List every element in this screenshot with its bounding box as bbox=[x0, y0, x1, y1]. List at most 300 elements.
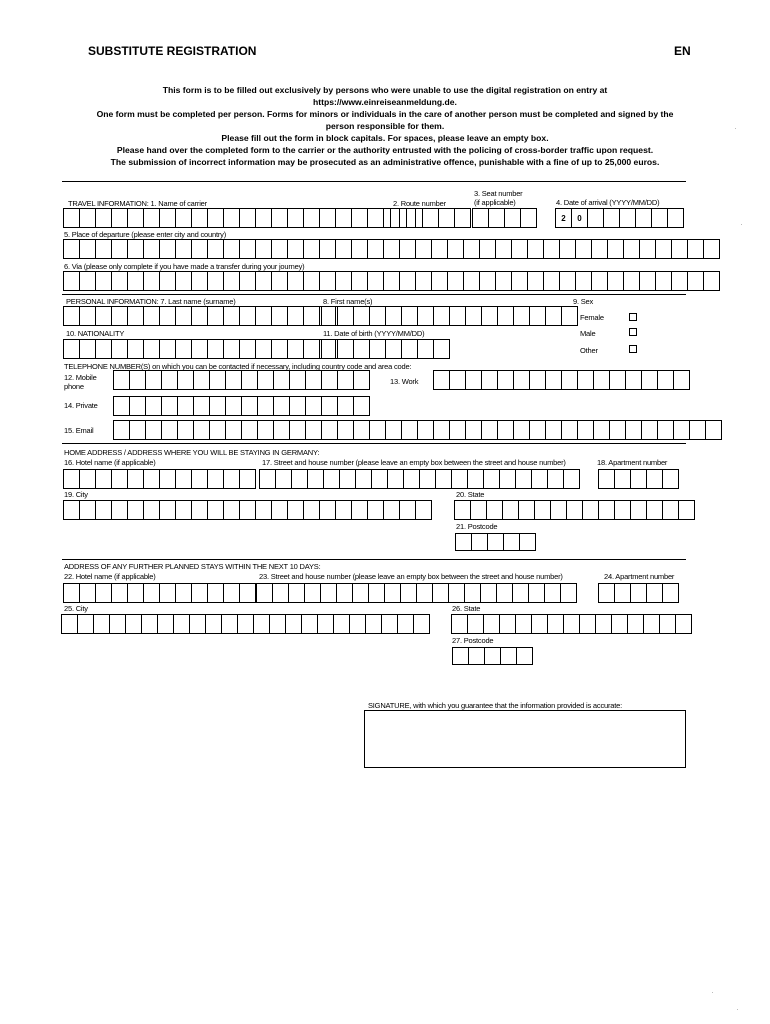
character-box[interactable] bbox=[417, 339, 434, 359]
character-box[interactable] bbox=[367, 208, 384, 228]
character-box[interactable] bbox=[591, 239, 608, 259]
character-box[interactable] bbox=[547, 469, 564, 489]
character-box[interactable] bbox=[111, 208, 128, 228]
character-box[interactable] bbox=[111, 583, 128, 603]
character-box[interactable] bbox=[63, 583, 80, 603]
character-box[interactable] bbox=[497, 420, 514, 440]
character-box[interactable] bbox=[129, 370, 146, 390]
character-box[interactable] bbox=[479, 271, 496, 291]
character-box[interactable] bbox=[111, 500, 128, 520]
character-box[interactable] bbox=[225, 420, 242, 440]
character-box[interactable] bbox=[321, 396, 338, 416]
character-box[interactable] bbox=[481, 306, 498, 326]
character-box[interactable] bbox=[433, 339, 450, 359]
further-apartment-field[interactable] bbox=[598, 583, 678, 603]
character-box[interactable] bbox=[207, 208, 224, 228]
character-box[interactable] bbox=[145, 370, 162, 390]
work-phone-field[interactable] bbox=[433, 370, 689, 390]
city-field[interactable] bbox=[63, 500, 431, 520]
character-box[interactable] bbox=[563, 469, 580, 489]
character-box[interactable] bbox=[471, 533, 488, 551]
character-box[interactable] bbox=[470, 500, 487, 520]
character-box[interactable] bbox=[520, 208, 537, 228]
email-field[interactable] bbox=[113, 420, 721, 440]
character-box[interactable] bbox=[593, 420, 610, 440]
character-box[interactable] bbox=[337, 370, 354, 390]
character-box[interactable] bbox=[496, 583, 513, 603]
character-box[interactable] bbox=[516, 647, 533, 665]
character-box[interactable] bbox=[433, 306, 450, 326]
dob-field[interactable] bbox=[321, 339, 449, 359]
character-box[interactable] bbox=[257, 370, 274, 390]
lastname-field[interactable] bbox=[63, 306, 335, 326]
character-box[interactable] bbox=[657, 370, 674, 390]
character-box[interactable] bbox=[641, 370, 658, 390]
character-box[interactable] bbox=[287, 500, 304, 520]
character-box[interactable] bbox=[353, 339, 370, 359]
character-box[interactable] bbox=[687, 239, 704, 259]
character-box[interactable] bbox=[79, 208, 96, 228]
character-box[interactable] bbox=[127, 339, 144, 359]
character-box[interactable] bbox=[607, 239, 624, 259]
character-box[interactable] bbox=[472, 208, 489, 228]
character-box[interactable] bbox=[449, 370, 466, 390]
character-box[interactable] bbox=[319, 208, 336, 228]
character-box[interactable] bbox=[678, 500, 695, 520]
character-box[interactable] bbox=[518, 500, 535, 520]
character-box[interactable] bbox=[221, 614, 238, 634]
character-box[interactable] bbox=[387, 469, 404, 489]
character-box[interactable] bbox=[301, 614, 318, 634]
character-box[interactable] bbox=[159, 469, 176, 489]
character-box[interactable] bbox=[465, 420, 482, 440]
character-box[interactable] bbox=[321, 306, 338, 326]
character-box[interactable] bbox=[515, 614, 532, 634]
character-box[interactable] bbox=[175, 306, 192, 326]
character-box[interactable] bbox=[609, 370, 626, 390]
character-box[interactable] bbox=[63, 208, 80, 228]
character-box[interactable] bbox=[287, 306, 304, 326]
character-box[interactable] bbox=[499, 614, 516, 634]
character-box[interactable] bbox=[447, 271, 464, 291]
character-box[interactable] bbox=[609, 420, 626, 440]
character-box[interactable] bbox=[607, 271, 624, 291]
character-box[interactable] bbox=[129, 396, 146, 416]
character-box[interactable] bbox=[464, 583, 481, 603]
arrival-box[interactable] bbox=[619, 208, 636, 228]
character-box[interactable] bbox=[159, 271, 176, 291]
character-box[interactable] bbox=[273, 420, 290, 440]
character-box[interactable] bbox=[77, 614, 94, 634]
character-box[interactable] bbox=[257, 420, 274, 440]
character-box[interactable] bbox=[502, 500, 519, 520]
character-box[interactable] bbox=[175, 271, 192, 291]
character-box[interactable] bbox=[95, 469, 112, 489]
character-box[interactable] bbox=[93, 614, 110, 634]
character-box[interactable] bbox=[449, 306, 466, 326]
character-box[interactable] bbox=[381, 614, 398, 634]
character-box[interactable] bbox=[390, 208, 407, 228]
character-box[interactable] bbox=[191, 583, 208, 603]
character-box[interactable] bbox=[161, 420, 178, 440]
character-box[interactable] bbox=[365, 614, 382, 634]
character-box[interactable] bbox=[127, 583, 144, 603]
state-field[interactable] bbox=[454, 500, 694, 520]
character-box[interactable] bbox=[385, 306, 402, 326]
character-box[interactable] bbox=[159, 500, 176, 520]
character-box[interactable] bbox=[513, 306, 530, 326]
character-box[interactable] bbox=[271, 239, 288, 259]
character-box[interactable] bbox=[205, 614, 222, 634]
character-box[interactable] bbox=[129, 420, 146, 440]
character-box[interactable] bbox=[159, 208, 176, 228]
character-box[interactable] bbox=[237, 614, 254, 634]
further-street-field[interactable] bbox=[256, 583, 576, 603]
character-box[interactable] bbox=[159, 339, 176, 359]
character-box[interactable] bbox=[545, 306, 562, 326]
character-box[interactable] bbox=[433, 420, 450, 440]
character-box[interactable] bbox=[319, 239, 336, 259]
character-box[interactable] bbox=[529, 420, 546, 440]
character-box[interactable] bbox=[127, 239, 144, 259]
character-box[interactable] bbox=[627, 614, 644, 634]
character-box[interactable] bbox=[401, 420, 418, 440]
character-box[interactable] bbox=[207, 271, 224, 291]
character-box[interactable] bbox=[468, 647, 485, 665]
character-box[interactable] bbox=[416, 583, 433, 603]
character-box[interactable] bbox=[401, 339, 418, 359]
character-box[interactable] bbox=[63, 271, 80, 291]
character-box[interactable] bbox=[304, 583, 321, 603]
character-box[interactable] bbox=[351, 208, 368, 228]
via-field[interactable] bbox=[63, 271, 719, 291]
character-box[interactable] bbox=[465, 370, 482, 390]
character-box[interactable] bbox=[451, 614, 468, 634]
character-box[interactable] bbox=[143, 500, 160, 520]
character-box[interactable] bbox=[287, 239, 304, 259]
character-box[interactable] bbox=[481, 420, 498, 440]
character-box[interactable] bbox=[671, 239, 688, 259]
character-box[interactable] bbox=[161, 370, 178, 390]
character-box[interactable] bbox=[255, 208, 272, 228]
character-box[interactable] bbox=[625, 370, 642, 390]
character-box[interactable] bbox=[384, 583, 401, 603]
character-box[interactable] bbox=[335, 271, 352, 291]
character-box[interactable] bbox=[111, 306, 128, 326]
character-box[interactable] bbox=[438, 208, 455, 228]
character-box[interactable] bbox=[125, 614, 142, 634]
character-box[interactable] bbox=[353, 396, 370, 416]
character-box[interactable] bbox=[145, 420, 162, 440]
character-box[interactable] bbox=[467, 469, 484, 489]
character-box[interactable] bbox=[285, 614, 302, 634]
other-checkbox[interactable] bbox=[629, 345, 637, 353]
character-box[interactable] bbox=[161, 396, 178, 416]
character-box[interactable] bbox=[63, 239, 80, 259]
character-box[interactable] bbox=[271, 500, 288, 520]
character-box[interactable] bbox=[598, 500, 615, 520]
character-box[interactable] bbox=[369, 306, 386, 326]
character-box[interactable] bbox=[79, 271, 96, 291]
character-box[interactable] bbox=[547, 614, 564, 634]
character-box[interactable] bbox=[513, 370, 530, 390]
character-box[interactable] bbox=[484, 647, 501, 665]
character-box[interactable] bbox=[256, 583, 273, 603]
character-box[interactable] bbox=[575, 239, 592, 259]
character-box[interactable] bbox=[79, 339, 96, 359]
character-box[interactable] bbox=[223, 500, 240, 520]
character-box[interactable] bbox=[289, 396, 306, 416]
character-box[interactable] bbox=[497, 370, 514, 390]
character-box[interactable] bbox=[503, 533, 520, 551]
character-box[interactable] bbox=[209, 370, 226, 390]
character-box[interactable] bbox=[657, 420, 674, 440]
character-box[interactable] bbox=[419, 469, 436, 489]
character-box[interactable] bbox=[271, 339, 288, 359]
character-box[interactable] bbox=[655, 271, 672, 291]
character-box[interactable] bbox=[175, 500, 192, 520]
character-box[interactable] bbox=[577, 420, 594, 440]
character-box[interactable] bbox=[336, 583, 353, 603]
character-box[interactable] bbox=[111, 339, 128, 359]
character-box[interactable] bbox=[209, 396, 226, 416]
character-box[interactable] bbox=[253, 614, 270, 634]
character-box[interactable] bbox=[563, 614, 580, 634]
character-box[interactable] bbox=[177, 370, 194, 390]
character-box[interactable] bbox=[275, 469, 292, 489]
arrival-box[interactable] bbox=[587, 208, 604, 228]
character-box[interactable] bbox=[561, 370, 578, 390]
character-box[interactable] bbox=[511, 239, 528, 259]
character-box[interactable] bbox=[143, 583, 160, 603]
character-box[interactable] bbox=[403, 469, 420, 489]
character-box[interactable] bbox=[303, 239, 320, 259]
character-box[interactable] bbox=[255, 306, 272, 326]
character-box[interactable] bbox=[127, 306, 144, 326]
character-box[interactable] bbox=[289, 370, 306, 390]
character-box[interactable] bbox=[239, 583, 256, 603]
character-box[interactable] bbox=[272, 583, 289, 603]
character-box[interactable] bbox=[127, 500, 144, 520]
character-box[interactable] bbox=[422, 208, 439, 228]
character-box[interactable] bbox=[307, 469, 324, 489]
character-box[interactable] bbox=[239, 306, 256, 326]
arrival-box[interactable] bbox=[603, 208, 620, 228]
character-box[interactable] bbox=[495, 271, 512, 291]
character-box[interactable] bbox=[143, 339, 160, 359]
character-box[interactable] bbox=[173, 614, 190, 634]
character-box[interactable] bbox=[659, 614, 676, 634]
character-box[interactable] bbox=[255, 339, 272, 359]
character-box[interactable] bbox=[175, 583, 192, 603]
character-box[interactable] bbox=[303, 271, 320, 291]
character-box[interactable] bbox=[623, 271, 640, 291]
character-box[interactable] bbox=[500, 647, 517, 665]
character-box[interactable] bbox=[351, 271, 368, 291]
character-box[interactable] bbox=[566, 500, 583, 520]
character-box[interactable] bbox=[207, 239, 224, 259]
character-box[interactable] bbox=[111, 271, 128, 291]
character-box[interactable] bbox=[223, 271, 240, 291]
character-box[interactable] bbox=[519, 533, 536, 551]
character-box[interactable] bbox=[79, 469, 96, 489]
character-box[interactable] bbox=[352, 583, 369, 603]
character-box[interactable] bbox=[255, 500, 272, 520]
character-box[interactable] bbox=[687, 271, 704, 291]
character-box[interactable] bbox=[399, 239, 416, 259]
character-box[interactable] bbox=[335, 208, 352, 228]
character-box[interactable] bbox=[529, 370, 546, 390]
character-box[interactable] bbox=[223, 339, 240, 359]
character-box[interactable] bbox=[61, 614, 78, 634]
character-box[interactable] bbox=[63, 306, 80, 326]
character-box[interactable] bbox=[531, 469, 548, 489]
character-box[interactable] bbox=[611, 614, 628, 634]
arrival-box[interactable] bbox=[635, 208, 652, 228]
character-box[interactable] bbox=[529, 306, 546, 326]
character-box[interactable] bbox=[646, 500, 663, 520]
character-box[interactable] bbox=[207, 306, 224, 326]
male-checkbox[interactable] bbox=[629, 328, 637, 336]
character-box[interactable] bbox=[255, 239, 272, 259]
character-box[interactable] bbox=[481, 370, 498, 390]
character-box[interactable] bbox=[385, 339, 402, 359]
character-box[interactable] bbox=[271, 271, 288, 291]
street-field[interactable] bbox=[259, 469, 579, 489]
character-box[interactable] bbox=[433, 370, 450, 390]
character-box[interactable] bbox=[223, 583, 240, 603]
character-box[interactable] bbox=[355, 469, 372, 489]
character-box[interactable] bbox=[239, 239, 256, 259]
character-box[interactable] bbox=[543, 239, 560, 259]
character-box[interactable] bbox=[662, 500, 679, 520]
character-box[interactable] bbox=[417, 306, 434, 326]
character-box[interactable] bbox=[257, 396, 274, 416]
character-box[interactable] bbox=[113, 396, 130, 416]
hotel-name-field[interactable] bbox=[63, 469, 255, 489]
character-box[interactable] bbox=[305, 370, 322, 390]
character-box[interactable] bbox=[452, 647, 469, 665]
character-box[interactable] bbox=[369, 420, 386, 440]
character-box[interactable] bbox=[127, 208, 144, 228]
character-box[interactable] bbox=[289, 420, 306, 440]
character-box[interactable] bbox=[223, 306, 240, 326]
character-box[interactable] bbox=[575, 271, 592, 291]
character-box[interactable] bbox=[303, 339, 320, 359]
character-box[interactable] bbox=[545, 370, 562, 390]
character-box[interactable] bbox=[337, 339, 354, 359]
character-box[interactable] bbox=[480, 583, 497, 603]
character-box[interactable] bbox=[397, 614, 414, 634]
further-state-field[interactable] bbox=[451, 614, 691, 634]
character-box[interactable] bbox=[127, 271, 144, 291]
character-box[interactable] bbox=[95, 583, 112, 603]
character-box[interactable] bbox=[545, 420, 562, 440]
character-box[interactable] bbox=[271, 208, 288, 228]
character-box[interactable] bbox=[504, 208, 521, 228]
arrival-year-digit[interactable]: 2 bbox=[555, 208, 572, 228]
character-box[interactable] bbox=[159, 306, 176, 326]
character-box[interactable] bbox=[577, 370, 594, 390]
character-box[interactable] bbox=[655, 239, 672, 259]
character-box[interactable] bbox=[495, 239, 512, 259]
character-box[interactable] bbox=[143, 239, 160, 259]
character-box[interactable] bbox=[703, 271, 720, 291]
character-box[interactable] bbox=[143, 469, 160, 489]
character-box[interactable] bbox=[463, 239, 480, 259]
character-box[interactable] bbox=[454, 500, 471, 520]
character-box[interactable] bbox=[127, 469, 144, 489]
character-box[interactable] bbox=[614, 500, 631, 520]
character-box[interactable] bbox=[288, 583, 305, 603]
character-box[interactable] bbox=[191, 500, 208, 520]
character-box[interactable] bbox=[673, 370, 690, 390]
character-box[interactable] bbox=[207, 500, 224, 520]
mobile-phone-field[interactable] bbox=[113, 370, 369, 390]
character-box[interactable] bbox=[399, 500, 416, 520]
character-box[interactable] bbox=[385, 420, 402, 440]
character-box[interactable] bbox=[143, 306, 160, 326]
character-box[interactable] bbox=[448, 583, 465, 603]
character-box[interactable] bbox=[383, 271, 400, 291]
character-box[interactable] bbox=[79, 306, 96, 326]
character-box[interactable] bbox=[582, 500, 599, 520]
character-box[interactable] bbox=[209, 420, 226, 440]
apartment-field[interactable] bbox=[598, 469, 678, 489]
firstname-field[interactable] bbox=[321, 306, 577, 326]
character-box[interactable] bbox=[337, 306, 354, 326]
character-box[interactable] bbox=[95, 208, 112, 228]
character-box[interactable] bbox=[241, 396, 258, 416]
character-box[interactable] bbox=[287, 339, 304, 359]
character-box[interactable] bbox=[641, 420, 658, 440]
character-box[interactable] bbox=[671, 271, 688, 291]
character-box[interactable] bbox=[191, 339, 208, 359]
character-box[interactable] bbox=[451, 469, 468, 489]
character-box[interactable] bbox=[95, 306, 112, 326]
character-box[interactable] bbox=[351, 500, 368, 520]
character-box[interactable] bbox=[207, 469, 224, 489]
character-box[interactable] bbox=[415, 239, 432, 259]
character-box[interactable] bbox=[143, 271, 160, 291]
character-box[interactable] bbox=[431, 239, 448, 259]
character-box[interactable] bbox=[561, 306, 578, 326]
character-box[interactable] bbox=[371, 469, 388, 489]
character-box[interactable] bbox=[241, 420, 258, 440]
character-box[interactable] bbox=[454, 208, 471, 228]
postcode-field[interactable] bbox=[455, 533, 535, 553]
character-box[interactable] bbox=[239, 271, 256, 291]
character-box[interactable] bbox=[639, 239, 656, 259]
character-box[interactable] bbox=[225, 370, 242, 390]
character-box[interactable] bbox=[449, 420, 466, 440]
character-box[interactable] bbox=[193, 370, 210, 390]
character-box[interactable] bbox=[271, 306, 288, 326]
character-box[interactable] bbox=[303, 208, 320, 228]
character-box[interactable] bbox=[95, 271, 112, 291]
character-box[interactable] bbox=[191, 306, 208, 326]
character-box[interactable] bbox=[193, 420, 210, 440]
character-box[interactable] bbox=[207, 339, 224, 359]
character-box[interactable] bbox=[207, 583, 224, 603]
character-box[interactable] bbox=[113, 370, 130, 390]
character-box[interactable] bbox=[143, 208, 160, 228]
character-box[interactable] bbox=[673, 420, 690, 440]
character-box[interactable] bbox=[417, 420, 434, 440]
character-box[interactable] bbox=[223, 469, 240, 489]
character-box[interactable] bbox=[145, 396, 162, 416]
character-box[interactable] bbox=[287, 271, 304, 291]
